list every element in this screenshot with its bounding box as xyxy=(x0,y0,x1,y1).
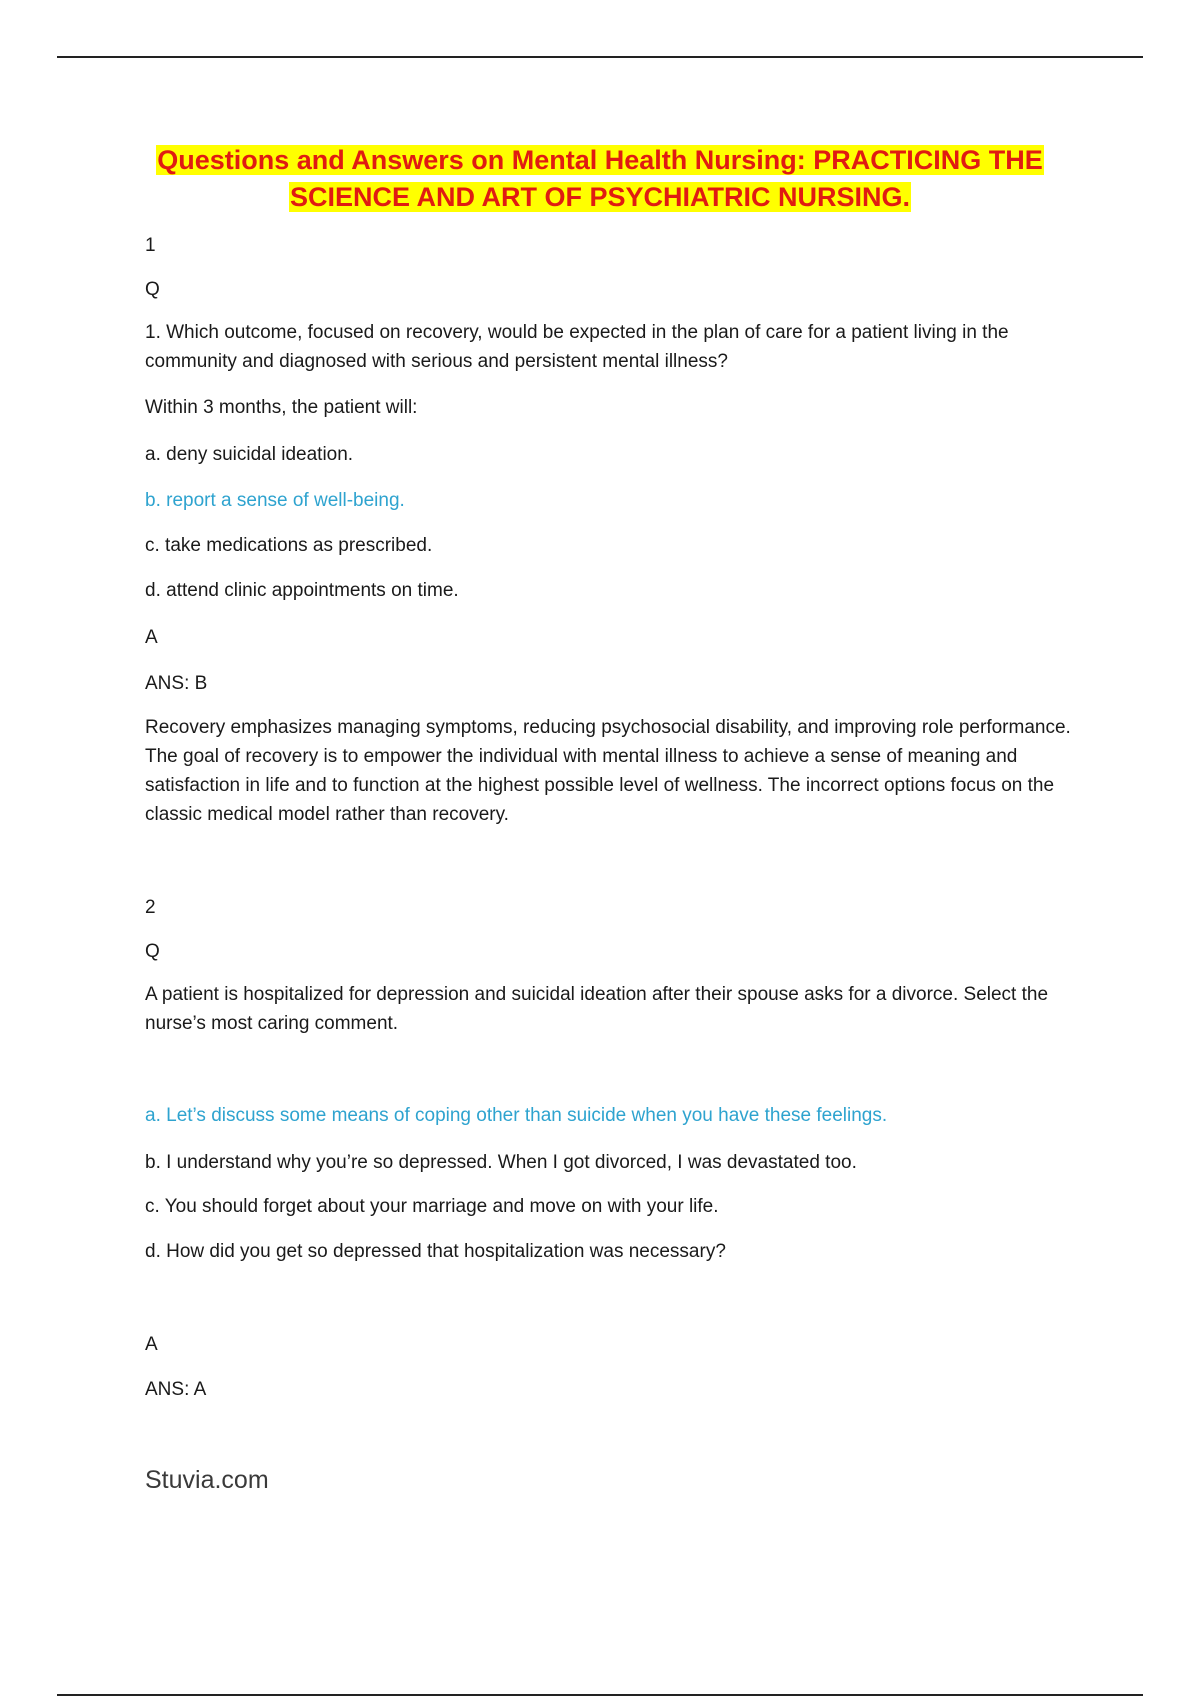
bottom-rule xyxy=(57,1694,1143,1696)
q1-q-label: Q xyxy=(145,279,160,300)
q2-option-b: b. I understand why you’re so depressed. When I got divorced, I was devastated too. xyxy=(145,1152,857,1173)
q2-number: 2 xyxy=(145,897,156,918)
document-title xyxy=(100,142,1100,216)
footer-site-link[interactable]: Stuvia.com xyxy=(145,1466,269,1494)
q1-option-b-correct: b. report a sense of well-being. xyxy=(145,490,405,511)
q2-question-text: A patient is hospitalized for depression and suicidal ideation after their spouse asks for a divorce. Select the nurse’s most caring comment. xyxy=(145,984,1049,1034)
q1-rationale: Recovery emphasizes managing symptoms, reducing psychosocial disability, and improving role performance. The goal of recovery is to empower the individual with mental illness to achieve a sense of meaning and satisfaction in life and to function at the highest possible level of wellness. The incorrect options focus on the classic medical model rather than recovery. xyxy=(145,717,1071,825)
q1-option-a: a. deny suicidal ideation. xyxy=(145,444,354,465)
q2-option-a-correct: a. Let’s discuss some means of coping other than suicide when you have these feelings. xyxy=(145,1105,888,1126)
top-rule xyxy=(57,56,1143,58)
title-line-2: SCIENCE AND ART OF PSYCHIATRIC NURSING. xyxy=(289,182,911,212)
q2-answer: ANS: A xyxy=(145,1379,207,1400)
q2-a-label: A xyxy=(145,1334,158,1355)
q1-option-d: d. attend clinic appointments on time. xyxy=(145,580,459,601)
q2-option-d: d. How did you get so depressed that hospitalization was necessary? xyxy=(145,1241,726,1262)
q1-number: 1 xyxy=(145,235,156,256)
q2-q-label: Q xyxy=(145,941,160,962)
q1-stem: Within 3 months, the patient will: xyxy=(145,397,418,418)
q1-a-label: A xyxy=(145,627,158,648)
q1-question-text: 1. Which outcome, focused on recovery, would be expected in the plan of care for a patient living in the community and diagnosed with serious and persistent mental illness? xyxy=(145,322,1009,372)
q1-option-c: c. take medications as prescribed. xyxy=(145,535,433,556)
title-line-1: Questions and Answers on Mental Health Nursing: PRACTICING THE xyxy=(157,145,1043,175)
q2-option-c: c. You should forget about your marriage and move on with your life. xyxy=(145,1196,719,1217)
q1-answer: ANS: B xyxy=(145,673,208,694)
